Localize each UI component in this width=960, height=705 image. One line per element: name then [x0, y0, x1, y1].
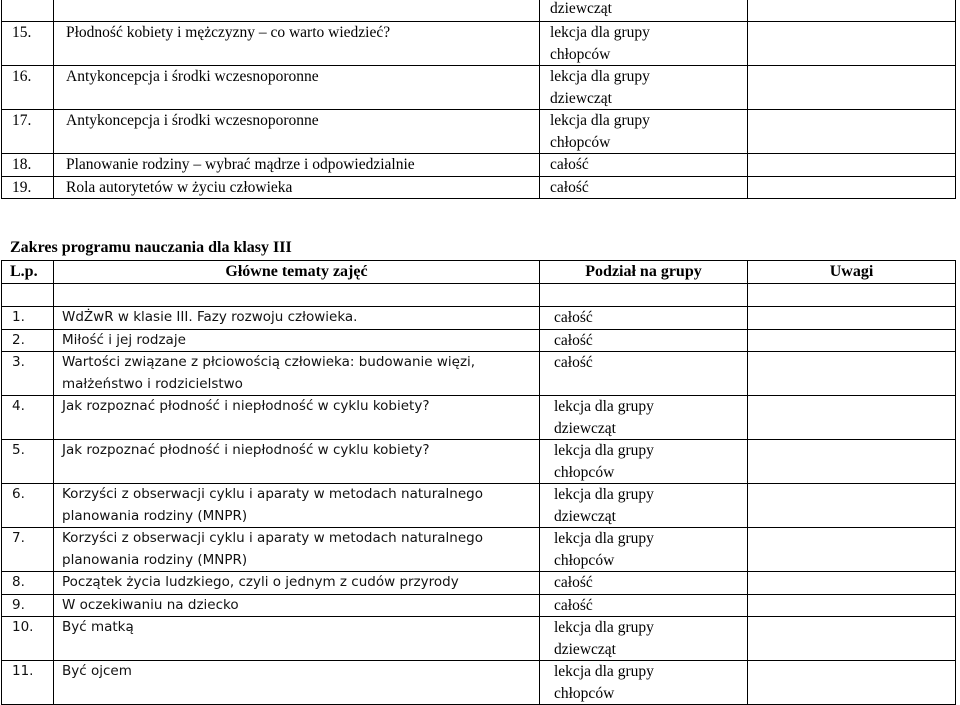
header-group: Podział na grupy	[540, 261, 748, 284]
notes-cell	[748, 396, 956, 440]
topic-cell: W oczekiwaniu na dziecko	[62, 596, 239, 613]
topic-cell: Antykoncepcja i środki wczesnoporonne	[66, 68, 319, 85]
table-row	[2, 329, 956, 352]
topic-cell: Jak rozpoznać płodność i niepłodność w cyklu kobiety?	[62, 398, 430, 414]
group-cell: lekcja dla grupy chłopców	[550, 24, 650, 63]
group-cell: lekcja dla grupy dziewcząt	[550, 68, 650, 107]
topic-cell: Antykoncepcja i środki wczesnoporonne	[66, 112, 319, 129]
topic-cell: Planowanie rodziny – wybrać mądrze i odpowiedzialnie	[66, 156, 415, 173]
group-cell: lekcja dla grupy chłopców	[550, 112, 650, 151]
topic-cell: Korzyści z obserwacji cyklu i aparaty w metodach naturalnego planowania rodziny (MNPR)	[62, 486, 483, 524]
notes-cell	[748, 329, 956, 352]
table-row	[2, 307, 956, 330]
topic-cell: WdŻwR w klasie III. Fazy rozwoju człowieka.	[62, 309, 358, 325]
notes-cell	[748, 661, 956, 705]
previous-program-table	[1, 0, 956, 199]
table-row	[2, 396, 956, 440]
table-row	[2, 572, 956, 595]
table-row	[2, 661, 956, 705]
table-row	[2, 66, 956, 110]
notes-cell	[748, 307, 956, 330]
row-number: 19.	[12, 178, 32, 196]
group-cell: lekcja dla grupy dziewcząt	[554, 398, 654, 437]
notes-cell	[748, 572, 956, 595]
table-row	[2, 22, 956, 66]
topic-cell: Rola autorytetów w życiu człowieka	[66, 178, 293, 196]
row-number: 10.	[12, 619, 34, 635]
row-number: 16.	[12, 68, 32, 85]
table-row	[2, 0, 956, 22]
notes-cell	[748, 484, 956, 528]
topic-cell: Korzyści z obserwacji cyklu i aparaty w metodach naturalnego planowania rodziny (MNPR)	[62, 530, 483, 568]
topic-cell: Początek życia ludzkiego, czyli o jednym z cudów przyrody	[62, 574, 459, 590]
topic-cell: Jak rozpoznać płodność i niepłodność w cyklu kobiety?	[62, 442, 430, 458]
notes-cell	[748, 528, 956, 572]
row-number: 2.	[12, 331, 25, 348]
table-row	[2, 176, 956, 199]
topic-cell: Być ojcem	[62, 663, 132, 679]
table-row	[2, 110, 956, 154]
group-cell: całość	[554, 309, 593, 326]
header-topics: Główne tematy zajęć	[54, 261, 540, 284]
notes-cell	[748, 352, 956, 396]
row-number: 9.	[12, 596, 25, 613]
section-title: Zakres programu nauczania dla klasy III	[10, 239, 292, 256]
topic-cell: Wartości związane z płciowością człowieka: budowanie więzi, małżeństwo i rodzicielstwo	[62, 354, 476, 392]
table-row	[2, 594, 956, 617]
row-number: 1.	[12, 309, 25, 325]
table-header-row	[2, 261, 956, 284]
table-row	[2, 440, 956, 484]
group-cell: lekcja dla grupy chłopców	[554, 530, 654, 569]
row-number: 8.	[12, 574, 25, 590]
topic-cell: Być matką	[62, 619, 134, 635]
group-cell: lekcja dla grupy dziewcząt	[554, 619, 654, 658]
table-row	[2, 617, 956, 661]
group-cell: lekcja dla grupy dziewcząt	[554, 486, 654, 525]
row-number: 11.	[12, 663, 34, 679]
header-notes: Uwagi	[748, 261, 956, 284]
row-number: 18.	[12, 156, 32, 173]
row-number: 7.	[12, 530, 25, 546]
header-lp: L.p.	[2, 261, 54, 284]
row-number: 5.	[12, 442, 25, 458]
grade-three-program-table	[1, 260, 956, 705]
table-row	[2, 352, 956, 396]
topic-cell: Płodność kobiety i mężczyzny – co warto wiedzieć?	[66, 24, 391, 41]
group-cell: lekcja dla grupy chłopców	[554, 663, 654, 702]
table-row	[2, 528, 956, 572]
row-number: 15.	[12, 24, 32, 41]
group-cell: całość	[554, 331, 593, 349]
table-row	[2, 484, 956, 528]
row-number: 17.	[12, 112, 32, 129]
group-cell: całość	[550, 156, 589, 173]
group-cell: całość	[550, 178, 589, 196]
row-number: 6.	[12, 486, 25, 502]
group-cell: całość	[554, 596, 593, 614]
table-row	[2, 154, 956, 177]
notes-cell	[748, 440, 956, 484]
group-cell: lekcja dla grupy chłopców	[554, 442, 654, 481]
notes-cell	[748, 617, 956, 661]
group-cell: dziewcząt	[550, 0, 612, 17]
row-number: 4.	[12, 398, 25, 414]
notes-cell	[748, 594, 956, 617]
row-number: 3.	[12, 354, 25, 370]
group-cell: całość	[554, 354, 593, 371]
blank-row	[2, 284, 956, 307]
topic-cell: Miłość i jej rodzaje	[62, 331, 186, 348]
group-cell: całość	[554, 574, 593, 591]
table-body	[2, 307, 956, 705]
